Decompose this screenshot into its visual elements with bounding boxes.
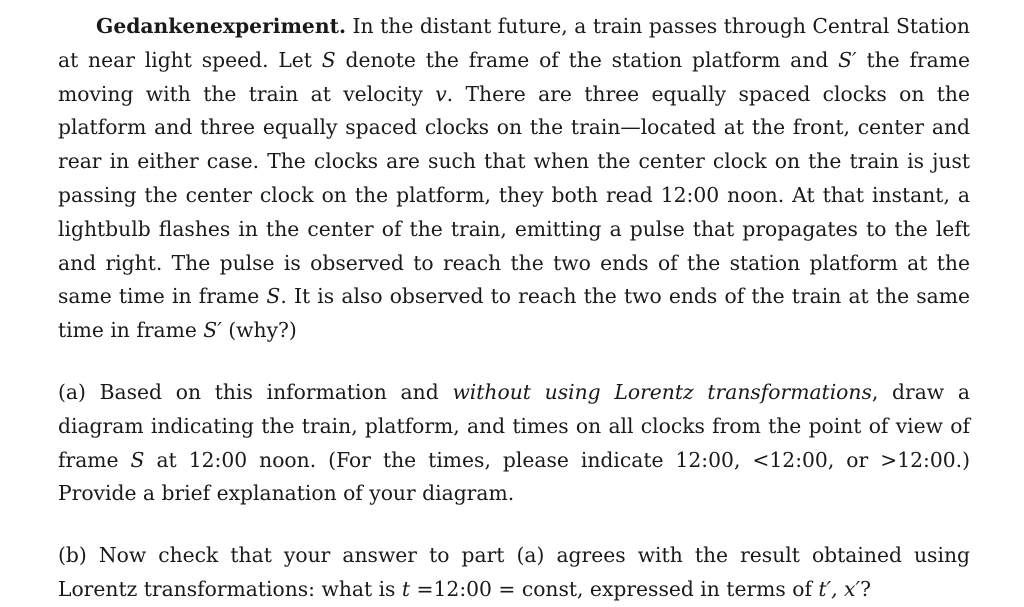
text-run: . There are three equally spaced clocks on the platform and three equally spaced clocks on the train—located at the front, center and rear in either case. The clocks are such that when the center clock on the train is just passing the center clock on the platform, they both read 12:00 noon. At that instant, a lightbulb flashes in the center of the train, emitting a pulse that propagates to the left and right. The pulse is observed to reach the two ends of the station platform at the same time in frame (58, 81, 970, 309)
text-run: (a) Based on this information and (58, 379, 453, 404)
text-run: (why?) (221, 318, 297, 343)
text-run: In the distant future, a train passes through Central Station at near light speed. Let (58, 14, 970, 72)
intro-paragraph (58, 10, 970, 348)
text-run: (b) Now check that your answer to part (a) agrees with the result obtained using Lorentz transformations: what is (58, 543, 970, 601)
math-symbol: S (321, 47, 336, 72)
paragraph-spacer (58, 511, 970, 539)
math-symbol: t′, x′ (818, 576, 861, 601)
part-b-paragraph (58, 539, 970, 607)
text-run: . It is also observed to reach the two ends of the train at the same time in frame (58, 284, 970, 343)
math-symbol: S′ (838, 47, 857, 72)
paragraph-spacer (58, 348, 970, 376)
math-symbol: S (266, 284, 281, 309)
math-symbol: t (401, 576, 411, 601)
part-a-paragraph (58, 376, 970, 511)
problem-heading: Gedankenexperiment. (96, 14, 347, 38)
intro-body (58, 14, 970, 342)
text-run: ? (860, 576, 871, 601)
text-run: the frame moving with the train at velocity (58, 47, 971, 106)
emphasized-text: without using Lorentz transformations (452, 379, 872, 404)
problem-page (58, 10, 970, 607)
math-symbol: S′ (203, 318, 222, 343)
text-run: at 12:00 noon. (For the times, please indicate 12:00, <12:00, or >12:00.) Provide a brief explanation of your diagram. (58, 447, 971, 506)
text-run: denote the frame of the station platform and (335, 47, 839, 72)
text-run: , draw a diagram indicating the train, platform, and times on all clocks from the point of view of frame (58, 379, 970, 472)
text-run: =12:00 = const, expressed in terms of (410, 576, 819, 601)
math-symbol: S (130, 447, 145, 472)
math-symbol: v (435, 81, 447, 106)
